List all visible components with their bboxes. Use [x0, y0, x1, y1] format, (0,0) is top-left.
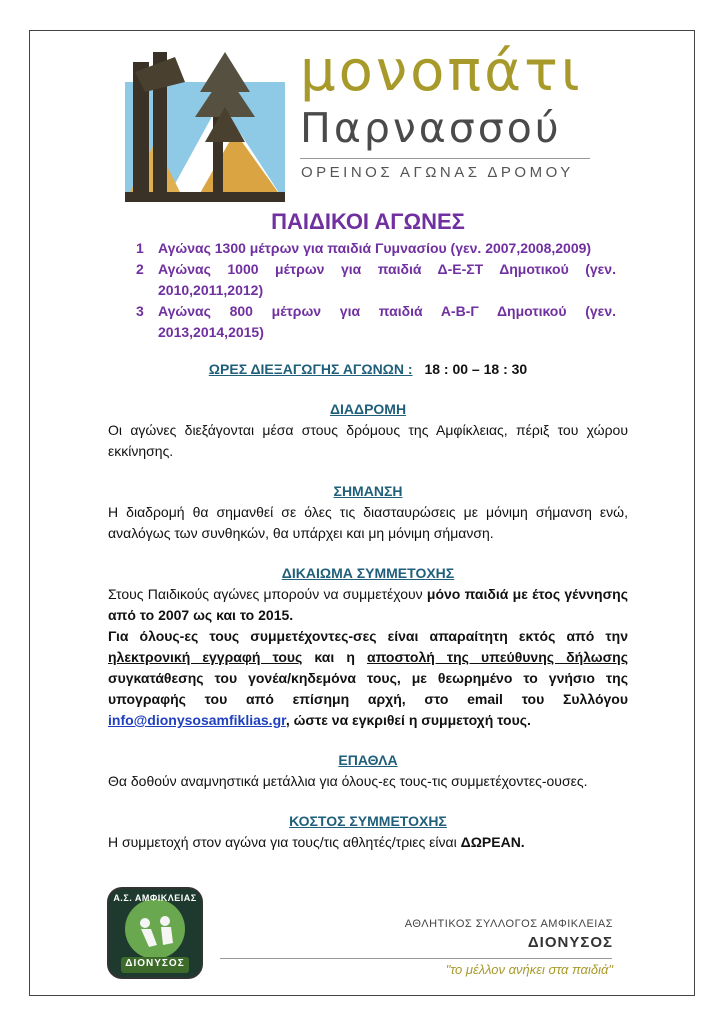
eligibility-text: Για όλους-ες τους συμμετέχοντες-σες είναι απαραίτητη εκτός από την: [108, 628, 628, 644]
brand-tagline: ΟΡΕΙΝΟΣ ΑΓΩΝΑΣ ΔΡΟΜΟΥ: [301, 164, 574, 181]
eligibility-underlined: αποστολή της υπεύθυνης δήλωσης: [366, 649, 629, 665]
section-title-eligibility: ΔΙΚΑΙΩΜΑ ΣΥΜΜΕΤΟΧΗΣ: [281, 565, 455, 581]
eligibility-text: συγκατάθεσης του γονέα/κηδεμόνα τους, με θεωρημένο το γνήσιο της υπογραφής του από επίσημη αρχή, στο email του Συλλόγου: [108, 670, 628, 707]
race-hours: [108, 359, 628, 380]
section-title-cost: ΚΟΣΤΟΣ ΣΥΜΜΕΤΟΧΗΣ: [289, 813, 447, 829]
email-link[interactable]: info@dionysosamfiklias.gr: [108, 712, 286, 728]
divider: [300, 158, 590, 159]
eligibility-text: και η: [302, 649, 367, 665]
list-item-number: 3: [136, 303, 144, 319]
badge-club-initials: Α.Σ. ΑΜΦΙΚΛΕΙΑΣ: [113, 893, 197, 903]
eligibility-text: Στους Παιδικούς αγώνες μπορούν να συμμετέχουν: [108, 586, 427, 602]
cost-paragraph: [108, 832, 628, 853]
section-title-marking: ΣΗΜΑΝΣΗ: [333, 483, 403, 499]
eligibility-underlined: ηλεκτρονική εγγραφή τους: [108, 649, 303, 665]
page-title: ΠΑΙΔΙΚΟΙ ΑΓΩΝΕΣ: [271, 209, 465, 234]
race-hours-label: ΩΡΕΣ ΔΙΕΞΑΓΩΓΗΣ ΑΓΩΝΩΝ :: [208, 361, 413, 377]
list-item-text: Αγώνας 1000 μέτρων για παιδιά Δ-Ε-ΣΤ Δημοτικού (γεν. 2010,2011,2012): [158, 261, 616, 298]
eligibility-paragraph-2: [108, 626, 628, 731]
list-item: [136, 259, 616, 301]
cost-text: Η συμμετοχή στον αγώνα για τους/τις αθλητές/τριες είναι: [108, 834, 461, 850]
list-item: [136, 238, 616, 259]
route-text: Οι αγώνες διεξάγονται μέσα στους δρόμους της Αμφίκλειας, πέριξ του χώρου εκκίνησης.: [108, 422, 628, 459]
brand-title-line2: Παρνασσού: [300, 104, 562, 152]
eligibility-highlight: μόνο παιδιά με έτος γέννησης από το 2007 ως και το 2015.: [108, 586, 629, 623]
list-item-number: 1: [136, 240, 144, 256]
cost-value: ΔΩΡΕΑΝ.: [460, 834, 525, 850]
race-list: [136, 238, 616, 343]
document-body: [108, 208, 628, 853]
race-hours-value: 18 : 00 – 18 : 30: [424, 361, 528, 377]
section-title-route: ΔΙΑΔΡΟΜΗ: [329, 401, 407, 417]
list-item-number: 2: [136, 261, 144, 277]
divider: [220, 958, 612, 959]
brand-title-line1: μονοπάτι: [300, 39, 583, 104]
eligibility-text: , ώστε να εγκριθεί η συμμετοχή τους.: [285, 712, 531, 728]
badge-club-name: ΔΙΟΝΥΣΟΣ: [125, 958, 185, 969]
section-title-prizes: ΕΠΑΘΛΑ: [338, 752, 398, 768]
footer-motto: "το μέλλον ανήκει στα παιδιά": [445, 962, 613, 977]
list-item-text: Αγώνας 800 μέτρων για παιδιά Α-Β-Γ Δημοτικού (γεν. 2013,2014,2015): [158, 303, 616, 340]
mountain-trees-logo-icon: [125, 52, 285, 202]
prizes-text: Θα δοθούν αναμνηστικά μετάλλια για όλους-ες τους-τις συμμετέχοντες-ουσες.: [108, 773, 588, 789]
marking-text: Η διαδρομή θα σημανθεί σε όλες τις διασταυρώσεις με μόνιμη σήμανση ενώ, αναλόγως των συνθηκών, θα υπάρχει και μη μόνιμη σήμανση.: [108, 504, 628, 541]
footer-club-name: ΑΘΛΗΤΙΚΟΣ ΣΥΛΛΟΓΟΣ ΑΜΦΙΚΛΕΙΑΣ: [404, 918, 613, 930]
eligibility-paragraph-1: [108, 584, 628, 626]
list-item: [136, 301, 616, 343]
footer-club-title: ΔΙΟΝΥΣΟΣ: [527, 934, 613, 951]
list-item-text: Αγώνας 1300 μέτρων για παιδιά Γυμνασίου (γεν. 2007,2008,2009): [158, 240, 592, 256]
